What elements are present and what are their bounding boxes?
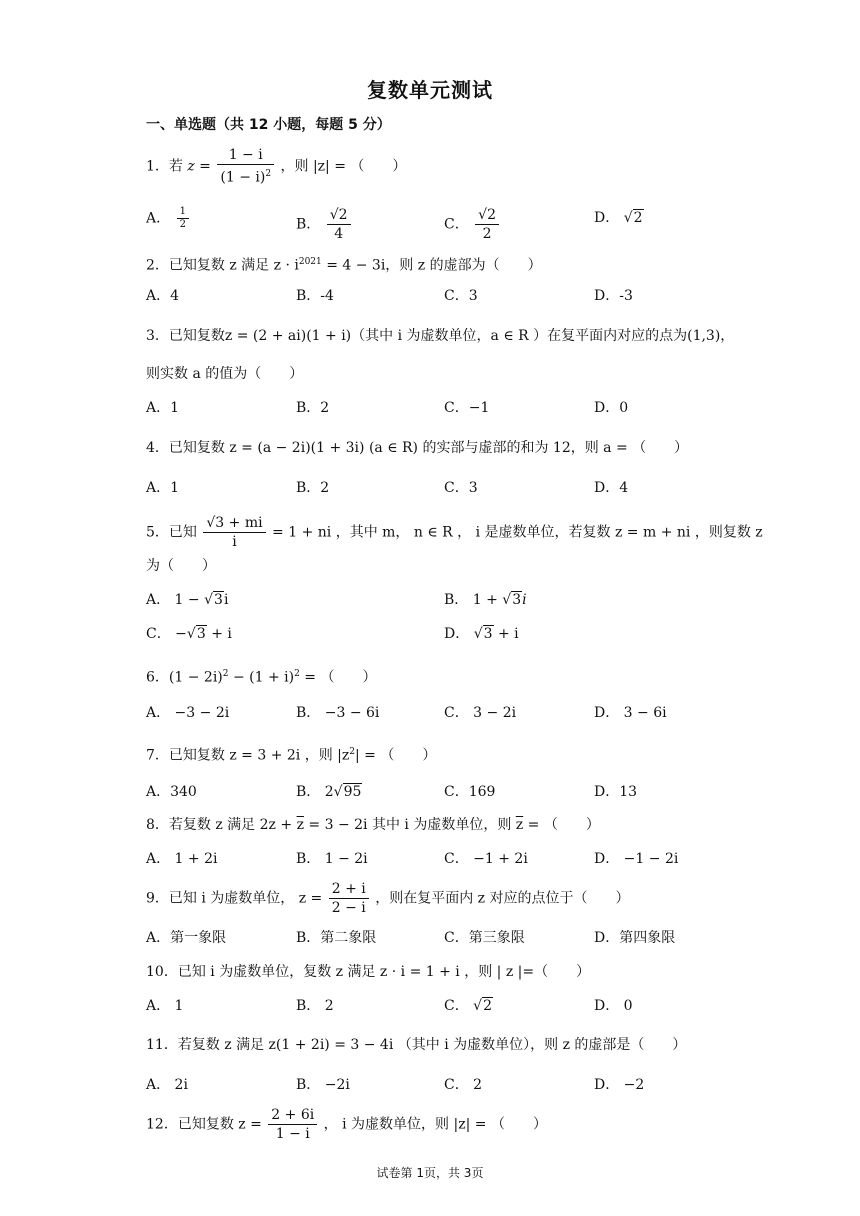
q3-option-a[interactable]: A．1 xyxy=(146,400,180,416)
q1-option-d[interactable]: D． √2 xyxy=(594,210,643,226)
q7-option-b[interactable]: B． 2√95 xyxy=(296,784,362,800)
q1-fraction: $\frac{1 - i}{(1 - i)^2}$ xyxy=(217,146,274,187)
q7-option-d[interactable]: D．13 xyxy=(594,784,638,800)
page-title: 复数单元测试 xyxy=(367,78,493,102)
question-8: 8．若复数 z 满足 $2z + \overline{z} = 3 - 2i$ 其中 i 为虚数单位，则 $\overline{z}$ = （ ） xyxy=(146,817,600,833)
q3-options xyxy=(146,396,746,420)
q8-option-a[interactable]: A． 1 + 2i xyxy=(146,851,218,867)
q6-option-d[interactable]: D． 3 − 6i xyxy=(594,705,667,721)
q10-option-d[interactable]: D． 0 xyxy=(594,998,633,1014)
q11-option-c[interactable]: C． 2 xyxy=(444,1077,483,1093)
q1-option-a[interactable]: A． $\frac{1}{2}$ xyxy=(146,206,191,231)
q10-option-b[interactable]: B． 2 xyxy=(296,998,334,1014)
q3-option-c[interactable]: C．−1 xyxy=(444,400,490,416)
question-2: 2．已知复数 z 满足 $z \cdot i^{2021} = 4 - 3i$，则 z 的虚部为（ ） xyxy=(146,257,542,274)
section-heading: 一、单选题（共 12 小题，每题 5 分） xyxy=(146,117,391,133)
q10-option-c[interactable]: C． √2 xyxy=(444,998,493,1014)
q2-options xyxy=(146,284,746,308)
q5-option-c[interactable]: C． −√3 + i xyxy=(146,626,232,642)
question-3: 3．已知复数z = (2 + ai)(1 + i)（其中 i 为虚数单位，a ∈ R ）在复平面内对应的点为(1,3)， xyxy=(146,328,735,344)
q2-option-b[interactable]: B．-4 xyxy=(296,288,334,304)
q8-option-b[interactable]: B． 1 − 2i xyxy=(296,851,368,867)
q9-fraction: $\frac{2 + i}{2 - i}$ xyxy=(329,880,369,917)
q7-options xyxy=(146,780,746,804)
q9-option-d[interactable]: D．第四象限 xyxy=(594,930,676,946)
q11-option-b[interactable]: B． −2i xyxy=(296,1077,350,1093)
q12-fraction: $\frac{2 + 6i}{1 - i}$ xyxy=(268,1106,317,1143)
question-10: 10．已知 i 为虚数单位，复数 z 满足 z · i = 1 + i ，则 | z |=（ ） xyxy=(146,964,591,980)
q5-fraction: $\frac{√3 + mi}{i}$ xyxy=(203,514,265,551)
q4-option-b[interactable]: B．2 xyxy=(296,480,330,496)
q8-option-d[interactable]: D． −1 − 2i xyxy=(594,851,679,867)
question-9: 9．已知 i 为虚数单位， z = $\frac{2 + i}{2 - i}$ ，则在复平面内 z 对应的点位于（ ） xyxy=(146,881,630,916)
page-footer: 试卷第 1页，共 3页 xyxy=(376,1166,484,1180)
question-3-cont: 则实数 a 的值为（ ） xyxy=(146,366,304,382)
question-4: 4．已知复数 z = (a − 2i)(1 + 3i) (a ∈ R) 的实部与虚部的和为 12，则 a = （ ） xyxy=(146,440,689,456)
q4-option-c[interactable]: C．3 xyxy=(444,480,478,496)
q1-option-b[interactable]: B． $\frac{√2}{4}$ xyxy=(296,206,353,243)
q7-option-c[interactable]: C．169 xyxy=(444,784,496,800)
q11-options xyxy=(146,1073,746,1097)
q3-option-d[interactable]: D．0 xyxy=(594,400,629,416)
q2-option-d[interactable]: D．-3 xyxy=(594,288,633,304)
q5-option-d[interactable]: D． √3 + i xyxy=(444,626,519,642)
q6-option-a[interactable]: A． −3 − 2i xyxy=(146,705,230,721)
q10-option-a[interactable]: A． 1 xyxy=(146,998,184,1014)
q11-option-d[interactable]: D． −2 xyxy=(594,1077,645,1093)
q9-option-c[interactable]: C．第三象限 xyxy=(444,930,525,946)
question-7: 7．已知复数 z = 3 + 2i ，则 $|z^2|$ = （ ） xyxy=(146,747,437,764)
q2-option-c[interactable]: C．3 xyxy=(444,288,478,304)
q5-option-b[interactable]: B． 1 + √3i xyxy=(444,592,527,608)
q8-options xyxy=(146,847,746,871)
q6-option-b[interactable]: B． −3 − 6i xyxy=(296,705,380,721)
q6-options xyxy=(146,701,746,725)
q4-option-a[interactable]: A．1 xyxy=(146,480,180,496)
q3-option-b[interactable]: B．2 xyxy=(296,400,330,416)
q11-option-a[interactable]: A． 2i xyxy=(146,1077,188,1093)
q6-option-c[interactable]: C． 3 − 2i xyxy=(444,705,517,721)
q5-options-row1 xyxy=(146,588,746,612)
q5-option-a[interactable]: A． 1 − √3i xyxy=(146,592,229,608)
question-1: 1．若 z = $\frac{1 - i}{(1 - i)^2}$ ，则 |z| = （ ） xyxy=(146,147,407,186)
question-5-cont: 为（ ） xyxy=(146,558,216,574)
q8-option-c[interactable]: C． −1 + 2i xyxy=(444,851,528,867)
q9-option-b[interactable]: B．第二象限 xyxy=(296,930,377,946)
q1-option-c[interactable]: C． $\frac{√2}{2}$ xyxy=(444,206,501,243)
question-6: 6．$(1 - 2i)^2 - (1 + i)^2$ = （ ） xyxy=(146,669,377,686)
q4-options xyxy=(146,476,746,500)
question-11: 11．若复数 z 满足 z(1 + 2i) = 3 − 4i （其中 i 为虚数单位），则 z 的虚部是（ ） xyxy=(146,1037,687,1053)
q7-option-a[interactable]: A．340 xyxy=(146,784,197,800)
q10-options xyxy=(146,994,746,1018)
q9-option-a[interactable]: A．第一象限 xyxy=(146,930,227,946)
q9-options xyxy=(146,926,746,950)
q4-option-d[interactable]: D．4 xyxy=(594,480,629,496)
q2-option-a[interactable]: A．4 xyxy=(146,288,180,304)
q5-options-row2 xyxy=(146,622,746,646)
q1-options xyxy=(146,206,746,242)
question-12: 12．已知复数 z = $\frac{2 + 6i}{1 - i}$ ， i 为虚数单位，则 |z| = （ ） xyxy=(146,1107,547,1142)
question-5: 5．已知 $\frac{√3 + mi}{i}$ = 1 + ni ，其中 m， n ∈ R ， i 是虚数单位，若复数 z = m + ni ，则复数 z xyxy=(146,515,763,550)
